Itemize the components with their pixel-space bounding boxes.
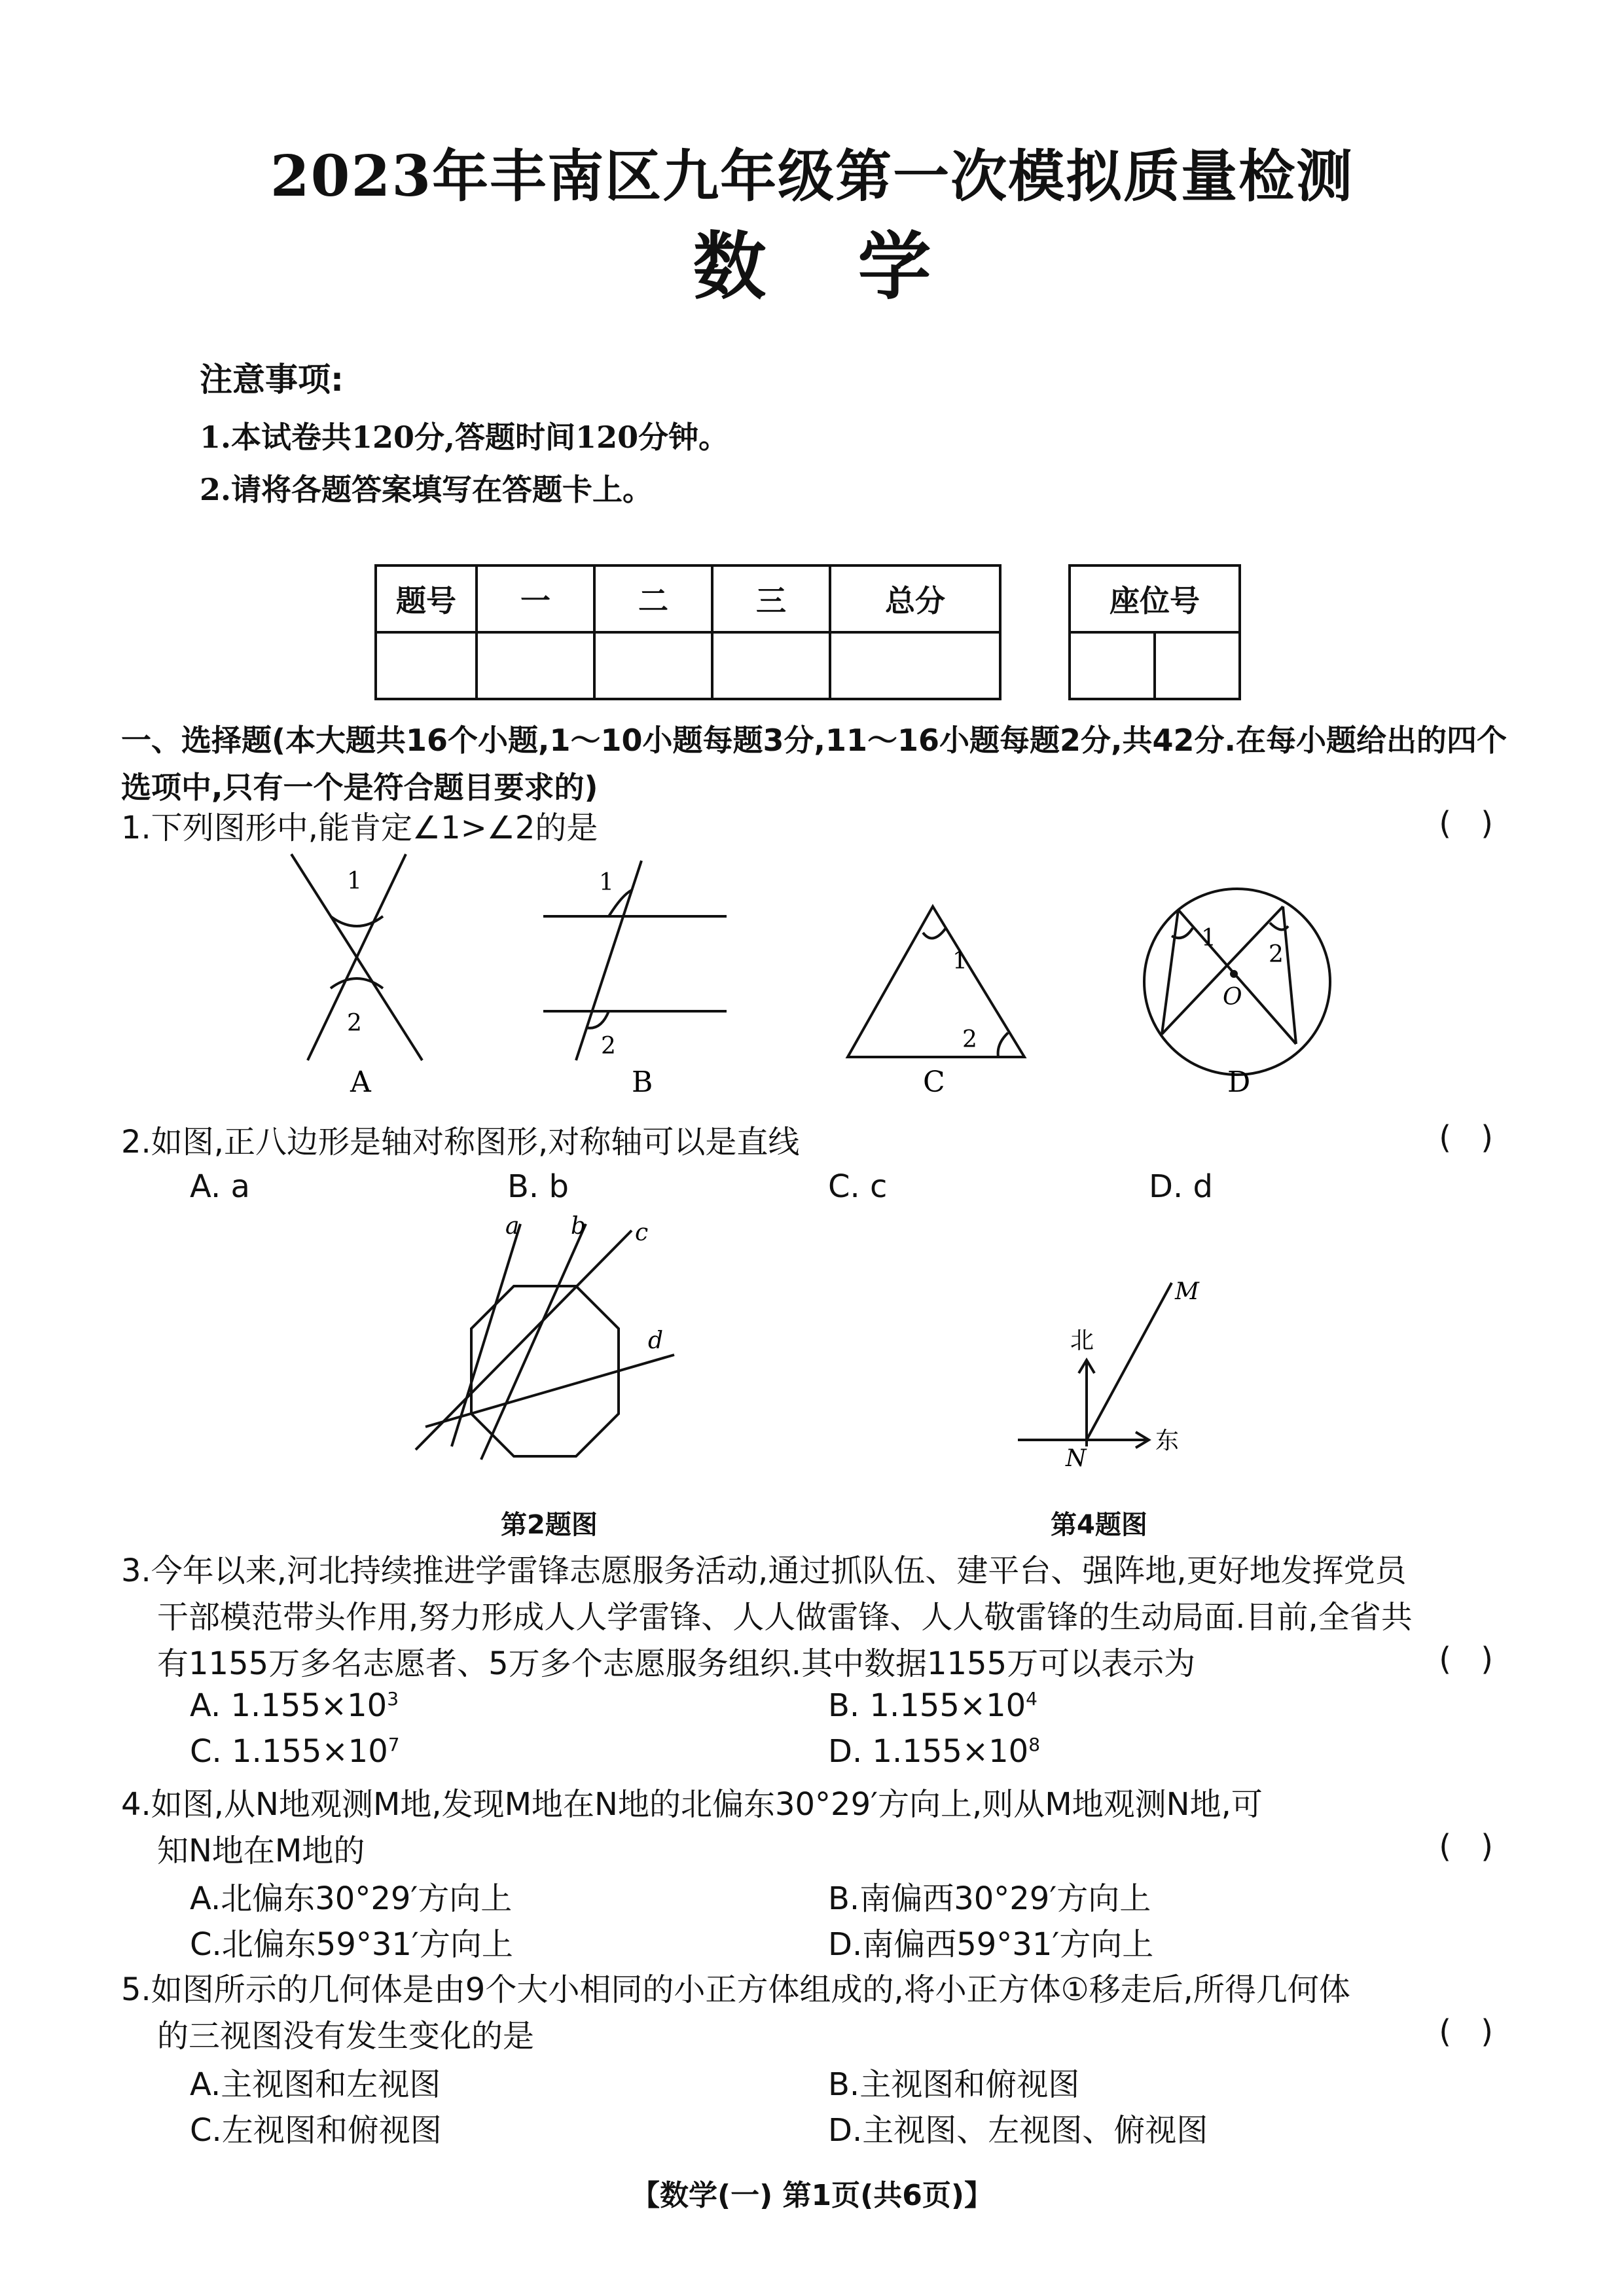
- note-item: 2.请将各题答案填写在答题卡上。: [200, 472, 653, 507]
- q2-option-a: A. a: [190, 1168, 250, 1205]
- q4-point-n: N: [1066, 1445, 1087, 1472]
- note-item: 1.本试卷共120分,答题时间120分钟。: [200, 420, 729, 455]
- q2-option-d: D. d: [1149, 1168, 1213, 1205]
- q1-figure-b: [543, 861, 727, 1060]
- question-1-stem: 1.下列图形中,能肯定∠1>∠2的是: [121, 810, 598, 846]
- notes-heading: 注意事项:: [200, 361, 344, 399]
- q1-d-center-label: O: [1223, 984, 1242, 1011]
- q1-figure-c: [848, 906, 1024, 1057]
- question-5-line: 5.如图所示的几何体是由9个大小相同的小正方体组成的,将小正方体①移走后,所得几何体: [121, 1971, 1350, 2008]
- q4-option-a: A.北偏东30°29′方向上: [190, 1880, 513, 1917]
- q1-label-b: B: [632, 1066, 653, 1099]
- q1-label-c: C: [923, 1066, 945, 1099]
- q2-label-b: b: [571, 1213, 586, 1240]
- answer-bracket: ( ): [1439, 1119, 1493, 1156]
- q2-label-c: c: [635, 1219, 649, 1246]
- q4-caption: 第4题图: [1051, 1510, 1147, 1540]
- question-3-line: 干部模范带头作用,努力形成人人学雷锋、人人做雷锋、人人敬雷锋的生动局面.目前,全省共: [157, 1599, 1413, 1636]
- question-3-line: 有1155万多名志愿者、5万多个志愿服务组织.其中数据1155万可以表示为: [157, 1645, 1196, 1682]
- q4-option-c: C.北偏东59°31′方向上: [190, 1926, 513, 1963]
- seat-header: 座位号: [1070, 565, 1240, 632]
- q5-option-c: C.左视图和俯视图: [190, 2112, 442, 2149]
- q2-line-c: [416, 1230, 632, 1450]
- q4-option-d: D.南偏西59°31′方向上: [828, 1926, 1154, 1963]
- q4-figure: [1018, 1283, 1172, 1448]
- q4-option-b: B.南偏西30°29′方向上: [828, 1880, 1151, 1917]
- question-4-line: 4.如图,从N地观测M地,发现M地在N地的北偏东30°29′方向上,则从M地观测N地,可: [121, 1786, 1263, 1823]
- q4-point-m: M: [1175, 1278, 1199, 1305]
- question-3-line: 3.今年以来,河北持续推进学雷锋志愿服务活动,通过抓队伍、建平台、强阵地,更好地发挥党员: [121, 1552, 1407, 1589]
- q2-caption: 第2题图: [501, 1510, 598, 1540]
- score-header: 总分: [830, 565, 1000, 632]
- q2-line-a: [452, 1224, 520, 1446]
- q2-label-a: a: [505, 1213, 520, 1240]
- answer-bracket: ( ): [1439, 1641, 1493, 1677]
- q5-option-a: A.主视图和左视图: [190, 2066, 441, 2103]
- q4-north-label: 北: [1070, 1327, 1094, 1354]
- q1-a-angle1: 1: [347, 868, 362, 895]
- score-header: 一: [477, 565, 594, 632]
- answer-bracket: ( ): [1439, 805, 1493, 842]
- q2-option-c: C. c: [828, 1168, 888, 1205]
- score-header: 三: [712, 565, 830, 632]
- q1-c-angle2: 2: [962, 1026, 977, 1053]
- answer-bracket: ( ): [1439, 1828, 1493, 1865]
- q1-d-center-dot: [1230, 970, 1238, 978]
- q1-c-angle1: 1: [952, 948, 967, 975]
- subject-title: 数学: [693, 224, 1023, 310]
- q4-east-label: 东: [1155, 1427, 1180, 1454]
- question-2-stem: 2.如图,正八边形是轴对称图形,对称轴可以是直线: [121, 1124, 800, 1160]
- q1-d-angle1: 1: [1201, 925, 1216, 952]
- q1-a-angle2: 2: [347, 1010, 362, 1037]
- q1-d-angle2: 2: [1269, 941, 1284, 968]
- question-4-line: 知N地在M地的: [157, 1833, 365, 1869]
- q5-option-d: D.主视图、左视图、俯视图: [828, 2112, 1208, 2149]
- score-header: 二: [594, 565, 712, 632]
- q3-option-b: B. $1.155\times 10^4$: [828, 1687, 1038, 1724]
- q1-label-a: A: [350, 1066, 371, 1099]
- section-heading: 一、选择题(本大题共16个小题,1～10小题每题3分,11～16小题每题2分,共42分.在每小题给出的四个选项中,只有一个是符合题目要求的): [121, 723, 1507, 805]
- q1-label-d: D: [1227, 1066, 1251, 1099]
- score-header: 题号: [376, 565, 477, 632]
- q1-b-angle1: 1: [599, 869, 614, 896]
- q5-option-b: B.主视图和俯视图: [828, 2066, 1080, 2103]
- q2-octagon: [416, 1224, 674, 1460]
- page-footer: 【数学(一) 第1页(共6页)】: [631, 2179, 993, 2212]
- q2-label-d: d: [648, 1327, 664, 1354]
- q3-option-a: A. $1.155\times 10^3$: [190, 1687, 399, 1724]
- q3-option-c: C. $1.155\times 10^7$: [190, 1733, 400, 1770]
- question-5-line: 的三视图没有发生变化的是: [157, 2018, 535, 2054]
- q1-b-angle2: 2: [601, 1033, 616, 1060]
- q3-option-d: D. $1.155\times 10^8$: [828, 1733, 1041, 1770]
- q2-line-b: [481, 1224, 586, 1460]
- q2-option-b: B. b: [507, 1168, 569, 1205]
- exam-title: 2023年丰南区九年级第一次模拟质量检测: [270, 143, 1354, 209]
- q1-figure-d: [1144, 889, 1330, 1075]
- q2-line-d: [425, 1355, 674, 1427]
- answer-bracket: ( ): [1439, 2013, 1493, 2050]
